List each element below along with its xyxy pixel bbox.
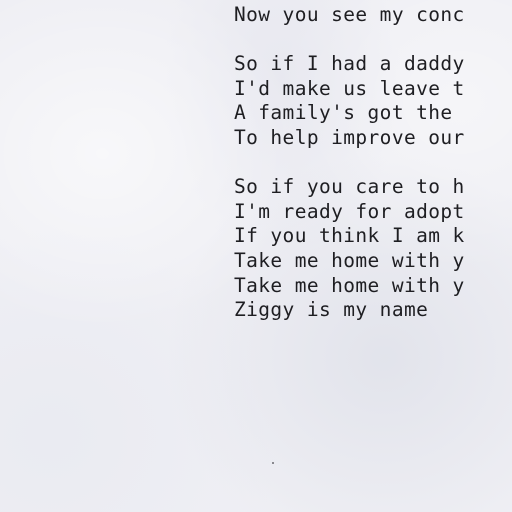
lyric-line: If you think I am k xyxy=(234,224,465,248)
paper-speck xyxy=(272,462,274,464)
lyric-line: So if I had a daddy xyxy=(234,52,465,76)
lyric-line: So if you care to h xyxy=(234,175,465,199)
lyric-line: To help improve our xyxy=(234,125,465,149)
lyric-line: Ziggy is my name xyxy=(234,298,429,322)
stanza-break xyxy=(234,151,465,176)
lyric-line: Take me home with y xyxy=(234,273,465,297)
lyric-line: Take me home with y xyxy=(234,248,465,272)
stanza-break xyxy=(234,28,465,53)
lyric-line: I'm ready for adopt xyxy=(234,199,465,223)
lyric-line: I'd make us leave t xyxy=(234,76,465,100)
lyric-line: A family's got the xyxy=(234,101,453,125)
lyric-line: Now you see my conc xyxy=(234,3,465,26)
lyrics-text xyxy=(234,3,465,323)
